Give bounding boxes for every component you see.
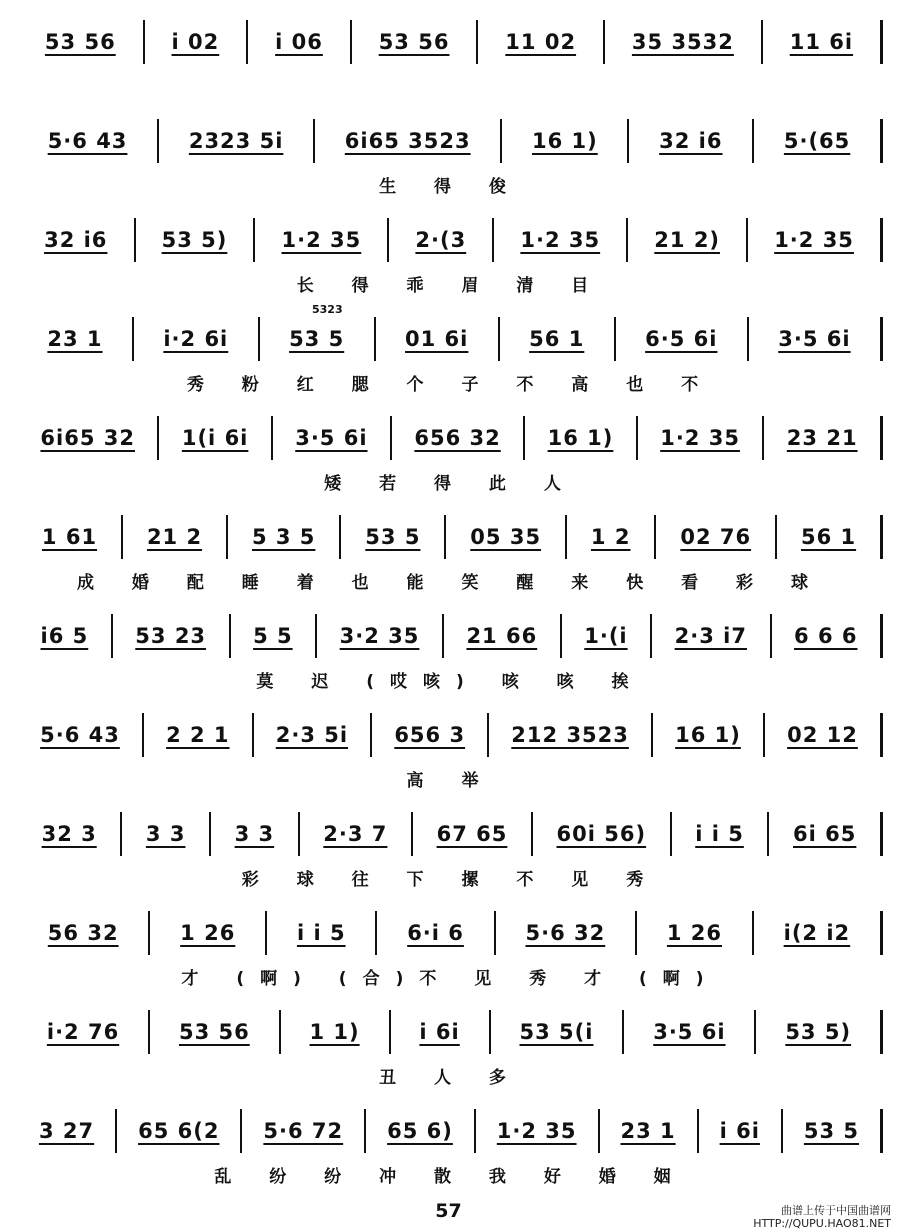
measure-notes: 6·i 6: [407, 921, 464, 945]
notation-line: [18, 1010, 883, 1054]
measure-notes: 2·3 7: [323, 822, 388, 846]
measure-notes: 6i 65: [793, 822, 857, 846]
measure: [18, 713, 144, 757]
measure: [525, 416, 638, 460]
measure: [18, 317, 134, 361]
lyrics-line: [18, 1062, 883, 1088]
measure: [134, 317, 260, 361]
notation-line: [18, 1109, 883, 1153]
measure: [476, 1109, 600, 1153]
measure-notes: 02 76: [680, 525, 752, 549]
lyric-text: 生 得 俊: [379, 176, 522, 197]
score-system: [0, 218, 897, 308]
measure: [748, 218, 883, 262]
measure-notes: 11 02: [505, 30, 577, 54]
score-system: [0, 812, 897, 902]
measure-notes: i(2 i2: [783, 921, 851, 945]
lyrics-line: [18, 72, 883, 98]
measure-notes: 16 1): [547, 426, 614, 450]
measure: [18, 416, 159, 460]
measure-notes: 2 2 1: [166, 723, 230, 747]
measure-notes: 16 1): [675, 723, 741, 747]
measure-notes: 5 3 5: [251, 525, 316, 549]
lyric-text: 矮 若 得 此 人: [324, 473, 577, 494]
measure: [489, 713, 653, 757]
measure-notes: 5·(65: [783, 129, 851, 153]
measure-notes: 65 6(2: [138, 1119, 220, 1143]
measure-notes: i 02: [171, 30, 220, 54]
measure: [117, 1109, 242, 1153]
measure-notes: 53 56: [44, 30, 116, 54]
measure-notes: 6 6 6: [794, 624, 858, 648]
notation-line: [18, 20, 883, 64]
measure: [18, 119, 159, 163]
measure: [260, 317, 376, 361]
measure: [600, 1109, 699, 1153]
measure: [672, 812, 770, 856]
measure-notes: 01 6i: [405, 327, 469, 351]
measure: [341, 515, 446, 559]
measure-notes: 53 5: [365, 525, 421, 549]
measure-notes: 6i65 3523: [344, 129, 471, 153]
lyric-text: 高 举: [406, 770, 495, 791]
measure-notes: 56 1: [529, 327, 585, 351]
measure: [777, 515, 883, 559]
measure-notes: 1 26: [666, 921, 723, 945]
measure-notes: 3 27: [38, 1119, 95, 1143]
measure: [18, 812, 122, 856]
notation-line: [18, 218, 883, 262]
measure: [377, 911, 495, 955]
lyrics-line: [18, 270, 883, 296]
measure: [228, 515, 341, 559]
measure: [413, 812, 533, 856]
lyric-text: 秀 粉 红 腮 个 子 不 高 也 不: [186, 374, 715, 395]
measure-notes: 5·6 72: [263, 1119, 344, 1143]
lyrics-line: [18, 468, 883, 494]
measure: [145, 20, 249, 64]
lyric-text: 莫 迟 (哎咳) 咳 咳 挨: [256, 671, 645, 692]
measure-notes: 53 56: [378, 30, 450, 54]
measure-notes: 65 6): [387, 1119, 453, 1143]
measure-notes: 656 3: [394, 723, 466, 747]
measure: [653, 713, 765, 757]
measure: [638, 416, 765, 460]
measure: [783, 1109, 883, 1153]
measure-notes: 3 3: [234, 822, 275, 846]
measure-notes: i6 5: [40, 624, 89, 648]
score-system: [0, 515, 897, 605]
measure: [144, 713, 254, 757]
measure: [446, 515, 567, 559]
measure-notes: i i 5: [296, 921, 346, 945]
measure-notes: 53 5): [161, 228, 228, 252]
measure-notes: 32 i6: [44, 228, 108, 252]
measure-notes: 1 26: [180, 921, 236, 945]
measure-notes: 32 3: [41, 822, 97, 846]
lyrics-line: [18, 369, 883, 395]
measure-notes: 1 2: [590, 525, 631, 549]
notation-line: [18, 119, 883, 163]
measure: [18, 614, 113, 658]
measure-notes: i i 5: [695, 822, 744, 846]
measure-notes: 2·(3: [415, 228, 467, 252]
measure-notes: 53 23: [135, 624, 207, 648]
measure: [533, 812, 672, 856]
measure: [248, 20, 352, 64]
measure: [136, 218, 256, 262]
lyrics-line: [18, 666, 883, 692]
notation-line: [18, 713, 883, 757]
lyric-text: 才 (啊) (合)不 见 秀 才 (啊): [181, 968, 720, 989]
measure: [628, 218, 748, 262]
measure-notes: 1·2 35: [660, 426, 740, 450]
lyrics-line: [18, 567, 883, 593]
notation-line: [18, 317, 883, 361]
measure-notes: 56 1: [800, 525, 857, 549]
watermark-line-1: 曲谱上传于中国曲谱网: [781, 1204, 891, 1217]
measure: [317, 614, 444, 658]
measure-notes: 2·3 5i: [275, 723, 349, 747]
measure-notes: i 6i: [719, 1119, 760, 1143]
measure: [18, 911, 150, 955]
measure: [150, 911, 267, 955]
measure: [491, 1010, 625, 1054]
watermark: [753, 1204, 891, 1230]
measure-notes: 6i65 32: [40, 426, 135, 450]
measure-notes: 1·2 35: [774, 228, 854, 252]
measure: [113, 614, 231, 658]
measure: [18, 1109, 117, 1153]
page-number: 57: [435, 1200, 462, 1222]
measure-notes: 32 i6: [659, 129, 723, 153]
lyrics-line: [18, 765, 883, 791]
measure-notes: 2323 5i: [188, 129, 284, 153]
measure-notes: 3·5 6i: [295, 426, 368, 450]
measure: [300, 812, 413, 856]
measure-notes: 1·2 35: [281, 228, 362, 252]
measure-notes: 5·6 43: [40, 723, 120, 747]
measure: [389, 218, 494, 262]
measure-notes: 53 5): [785, 1020, 852, 1044]
measure: [756, 1010, 883, 1054]
measure: [478, 20, 605, 64]
score-system: [0, 303, 897, 407]
measure-notes: 5 5: [253, 624, 293, 648]
measure: [281, 1010, 391, 1054]
measure: [772, 614, 884, 658]
measure: [629, 119, 754, 163]
measure-notes: 3·5 6i: [653, 1020, 726, 1044]
lyric-text: 彩 球 往 下 摞 不 见 秀: [241, 869, 660, 890]
measure-notes: 1·2 35: [496, 1119, 577, 1143]
measure: [624, 1010, 756, 1054]
measure-notes: i·2 6i: [163, 327, 229, 351]
measure-notes: 53 5: [289, 327, 345, 351]
measure: [159, 119, 315, 163]
grace-note: 5323: [312, 303, 343, 316]
measure-notes: 21 2: [146, 525, 203, 549]
measure: [392, 416, 525, 460]
lyric-text: 成 婚 配 睡 着 也 能 笑 醒 来 快 看 彩 球: [77, 572, 824, 593]
score-system: [0, 1109, 897, 1199]
score-system: [0, 911, 897, 1001]
measure: [764, 416, 883, 460]
measure: [763, 20, 883, 64]
measure: [18, 1010, 150, 1054]
measure: [242, 1109, 366, 1153]
measure: [255, 218, 389, 262]
score-system: [0, 416, 897, 506]
measure: [699, 1109, 783, 1153]
measure-notes: 35 3532: [631, 30, 734, 54]
measure-notes: 23 21: [786, 426, 858, 450]
notation-line: [18, 614, 883, 658]
measure: [391, 1010, 491, 1054]
measure-notes: 53 5(i: [519, 1020, 594, 1044]
measure: [376, 317, 500, 361]
measure-notes: 23 1: [47, 327, 103, 351]
lyric-text: 乱 纷 纷 冲 散 我 好 婚 姻: [214, 1166, 687, 1187]
measure: [502, 119, 629, 163]
measure: [123, 515, 228, 559]
measure: [652, 614, 771, 658]
measure-notes: 23 1: [620, 1119, 676, 1143]
measure: [231, 614, 318, 658]
measure-notes: 21 2): [654, 228, 721, 252]
measure: [352, 20, 479, 64]
measure: [637, 911, 754, 955]
measure-notes: i 06: [275, 30, 323, 54]
measure-notes: 67 65: [436, 822, 508, 846]
measure: [18, 218, 136, 262]
measure-notes: 11 6i: [789, 30, 854, 54]
measure-notes: 53 56: [178, 1020, 250, 1044]
measure: [605, 20, 763, 64]
measure-notes: 2·3 i7: [674, 624, 747, 648]
measure: [754, 911, 883, 955]
measure: [444, 614, 562, 658]
measure-notes: 60i 56): [556, 822, 647, 846]
measure: [656, 515, 777, 559]
measure-notes: 21 66: [466, 624, 538, 648]
measure: [500, 317, 616, 361]
score-system: [0, 713, 897, 803]
measure-notes: 1 61: [41, 525, 98, 549]
measure-notes: 1 1): [309, 1020, 360, 1044]
measure-notes: 212 3523: [511, 723, 629, 747]
measure: [754, 119, 883, 163]
measure-notes: 3·5 6i: [778, 327, 851, 351]
lyrics-line: [18, 1161, 883, 1187]
measure: [616, 317, 749, 361]
measure: [18, 20, 145, 64]
watermark-line-2: HTTP://QUPU.HAO81.NET: [753, 1217, 891, 1230]
lyrics-line: [18, 171, 883, 197]
score-system: [0, 1010, 897, 1100]
measure-notes: 02 12: [787, 723, 858, 747]
measure-notes: 53 5: [803, 1119, 860, 1143]
notation-line: [18, 416, 883, 460]
measure: [254, 713, 373, 757]
notation-line: [18, 812, 883, 856]
measure-notes: 5·6 43: [47, 129, 128, 153]
measure: [315, 119, 502, 163]
measure: [267, 911, 377, 955]
measure: [122, 812, 211, 856]
measure: [159, 416, 272, 460]
measure-notes: 3·2 35: [339, 624, 420, 648]
measure: [749, 317, 883, 361]
score-system: [0, 119, 897, 209]
measure-notes: 16 1): [531, 129, 598, 153]
measure: [765, 713, 883, 757]
measure-notes: 1·2 35: [520, 228, 601, 252]
lyric-text: 丑 人 多: [379, 1067, 522, 1088]
measure: [769, 812, 883, 856]
measure: [372, 713, 489, 757]
score-system: [0, 614, 897, 704]
measure-notes: i·2 76: [46, 1020, 120, 1044]
measure-notes: 56 32: [47, 921, 119, 945]
notation-line: [18, 911, 883, 955]
measure-notes: 3 3: [145, 822, 186, 846]
measure: [567, 515, 656, 559]
measure-notes: i 6i: [419, 1020, 460, 1044]
measure: [211, 812, 300, 856]
measure: [273, 416, 392, 460]
measure: [494, 218, 628, 262]
measure: [18, 515, 123, 559]
measure: [150, 1010, 281, 1054]
lyrics-line: [18, 864, 883, 890]
lyrics-line: [18, 963, 883, 989]
measure-notes: 05 35: [470, 525, 542, 549]
measure: [366, 1109, 476, 1153]
notation-line: [18, 515, 883, 559]
measure-notes: 1(i 6i: [181, 426, 249, 450]
measure-notes: 656 32: [414, 426, 501, 450]
lyric-text: 长 得 乖 眉 清 目: [296, 275, 605, 296]
measure-notes: 1·(i: [584, 624, 628, 648]
measure-notes: 6·5 6i: [645, 327, 718, 351]
score-system: [0, 20, 897, 110]
measure-notes: 5·6 32: [525, 921, 606, 945]
measure: [496, 911, 637, 955]
measure: [562, 614, 652, 658]
